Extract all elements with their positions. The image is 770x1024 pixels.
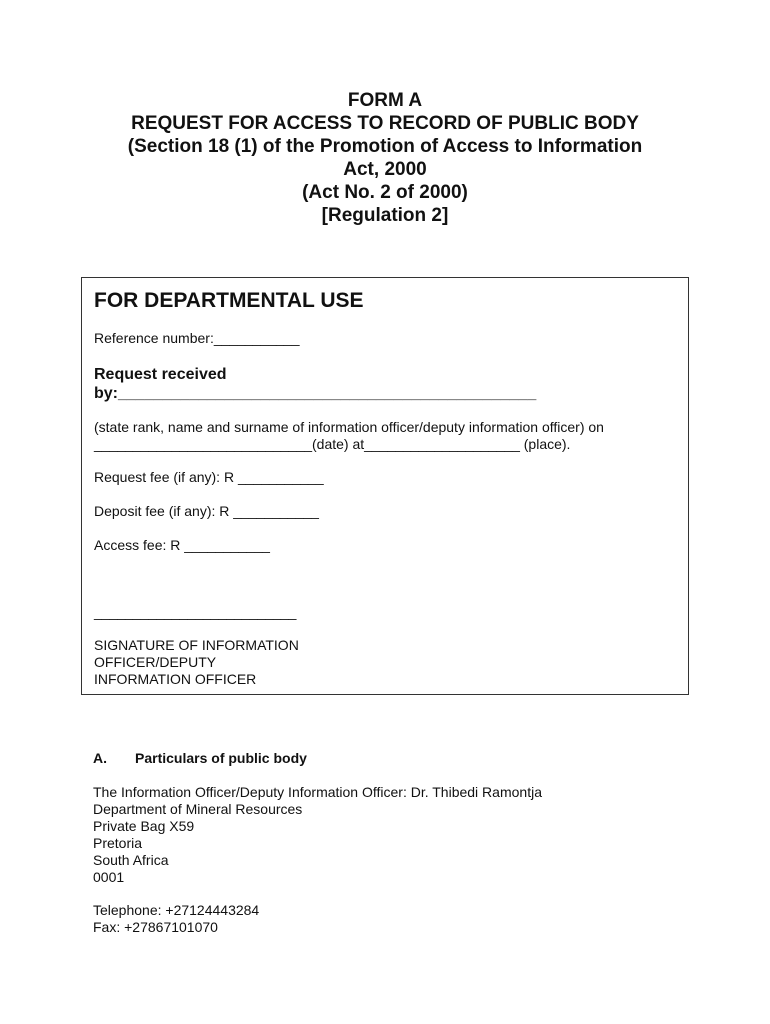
title-line-section: (Section 18 (1) of the Promotion of Access to Information	[127, 136, 643, 157]
fax-number: Fax: +27867101070	[93, 919, 218, 935]
title-line-form: FORM A	[347, 90, 423, 111]
departmental-use-heading: FOR DEPARTMENTAL USE	[94, 289, 364, 312]
title-line-act: Act, 2000	[343, 159, 427, 180]
title-line-request: REQUEST FOR ACCESS TO RECORD OF PUBLIC BODY	[131, 113, 639, 134]
section-a-letter: A.	[93, 750, 107, 766]
request-received-label: Request received	[94, 366, 227, 383]
section-a-title: Particulars of public body	[135, 750, 307, 766]
date-place-field[interactable]: ____________________________(date) at____________________ (place).	[94, 436, 571, 452]
address-department: Department of Mineral Resources	[93, 801, 303, 817]
title-line-act-number: (Act No. 2 of 2000)	[302, 182, 468, 203]
signature-line[interactable]: __________________________	[94, 604, 297, 620]
address-country: South Africa	[93, 852, 169, 868]
address-private-bag: Private Bag X59	[93, 818, 195, 834]
address-city: Pretoria	[93, 835, 143, 851]
signature-label-line1: SIGNATURE OF INFORMATION	[94, 637, 299, 653]
information-officer: The Information Officer/Deputy Information Officer: Dr. Thibedi Ramontja	[93, 784, 542, 800]
telephone-number: Telephone: +27124443284	[93, 902, 260, 918]
officer-instruction: (state rank, name and surname of information officer/deputy information officer) on	[94, 419, 604, 435]
signature-label-line3: INFORMATION OFFICER	[94, 671, 257, 687]
form-title	[0, 89, 770, 227]
access-fee-field[interactable]: Access fee: R ___________	[94, 537, 270, 553]
departmental-use-box	[81, 277, 689, 695]
request-received-by-field[interactable]: by:_______________________________________________	[94, 385, 537, 402]
deposit-fee-field[interactable]: Deposit fee (if any): R ___________	[94, 503, 319, 519]
section-a-heading	[93, 750, 307, 766]
request-fee-field[interactable]: Request fee (if any): R ___________	[94, 469, 324, 485]
title-line-regulation: [Regulation 2]	[321, 205, 449, 226]
signature-label-line2: OFFICER/DEPUTY	[94, 654, 217, 670]
address-postal-code: 0001	[93, 869, 125, 885]
reference-number-field[interactable]: Reference number:___________	[94, 330, 300, 346]
